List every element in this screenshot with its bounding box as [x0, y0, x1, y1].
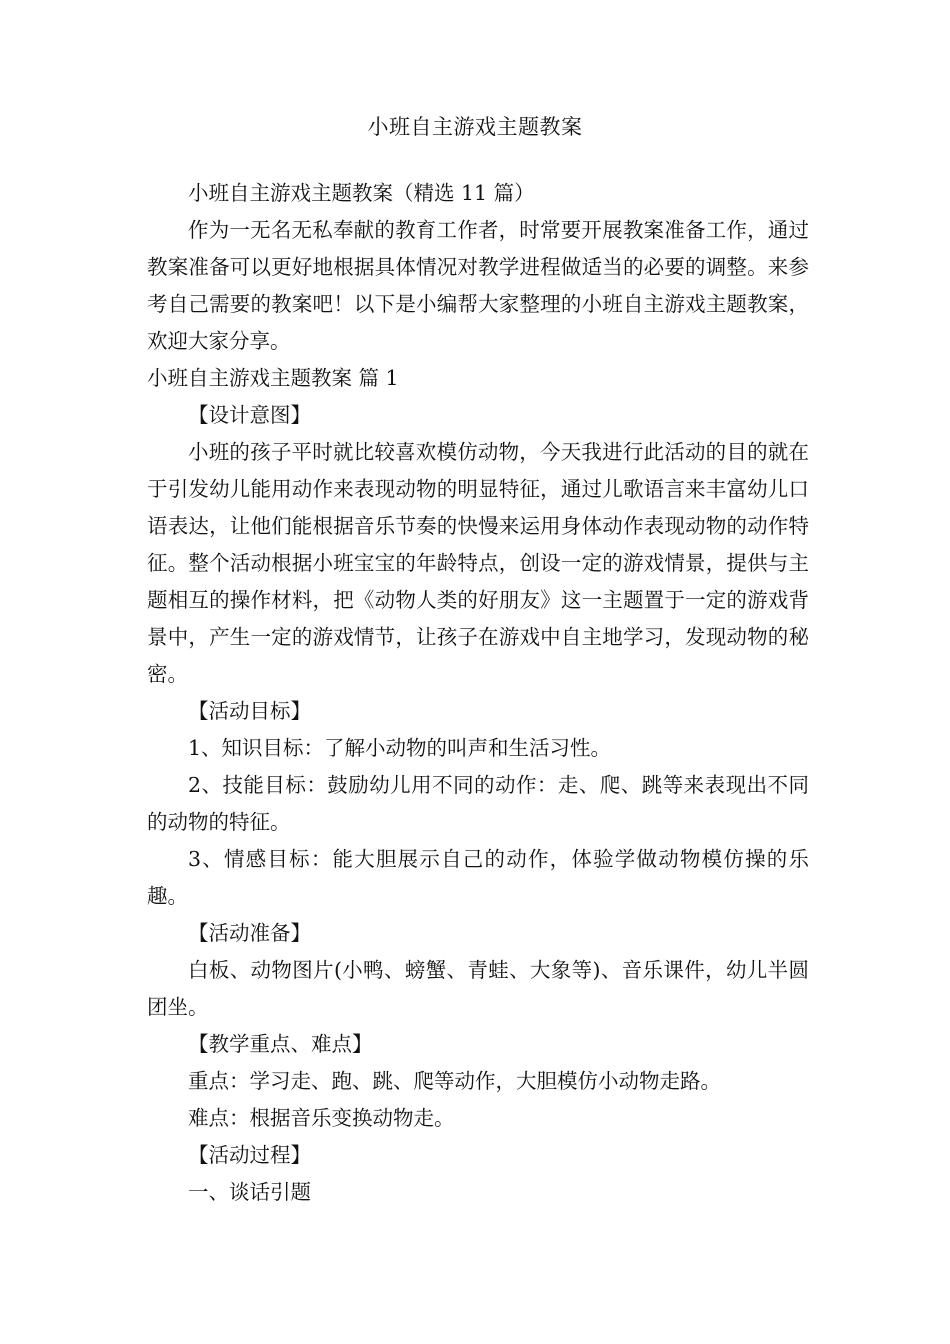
paragraph-design-intent: 小班的孩子平时就比较喜欢模仿动物，今天我进行此活动的目的就在于引发幼儿能用动作来表现动物的明显特征，通过儿歌语言来丰富幼儿口语表达，让他们能根据音乐节奏的快慢来运用身体动作表现动物的动作特征。整个活动根据小班宝宝的年龄特点，创设一定的游戏情景，提供与主题相互的操作材料，把《动物人类的好朋友》这一主题置于一定的游戏背景中，产生一定的游戏情节，让孩子在游戏中自主地学习，发现动物的秘密。 — [147, 440, 809, 686]
heading-key-points: 【教学重点、难点】 — [188, 1032, 373, 1056]
difficult-point: 难点：根据音乐变换动物走。 — [188, 1106, 455, 1130]
heading-design-intent: 【设计意图】 — [188, 403, 311, 427]
goal-knowledge: 1、知识目标：了解小动物的叫声和生活习性。 — [188, 736, 612, 760]
heading-activity-process: 【活动过程】 — [188, 1143, 311, 1167]
goal-emotion: 3、情感目标：能大胆展示自己的动作，体验学做动物模仿操的乐趣。 — [147, 847, 809, 908]
document-title: 小班自主游戏主题教案 — [367, 115, 583, 139]
heading-activity-prep: 【活动准备】 — [188, 921, 311, 945]
document-body — [147, 175, 809, 1211]
section-heading: 小班自主游戏主题教案 篇 1 — [147, 366, 399, 390]
key-point: 重点：学习走、跑、跳、爬等动作，大胆模仿小动物走路。 — [188, 1069, 721, 1093]
heading-activity-goals: 【活动目标】 — [188, 699, 311, 723]
paragraph-intro: 作为一无名无私奉献的教育工作者，时常要开展教案准备工作，通过教案准备可以更好地根据具体情况对教学进程做适当的必要的调整。来参考自己需要的教案吧！以下是小编帮大家整理的小班自主游戏主题教案，欢迎大家分享。 — [147, 218, 809, 353]
paragraph-subtitle: 小班自主游戏主题教案（精选 11 篇） — [188, 181, 535, 205]
goal-skill: 2、技能目标：鼓励幼儿用不同的动作：走、爬、跳等来表现出不同的动物的特征。 — [147, 773, 809, 834]
paragraph-activity-prep: 白板、动物图片(小鸭、螃蟹、青蛙、大象等)、音乐课件，幼儿半圆团坐。 — [147, 958, 809, 1019]
process-step-1: 一、谈话引题 — [188, 1180, 311, 1204]
